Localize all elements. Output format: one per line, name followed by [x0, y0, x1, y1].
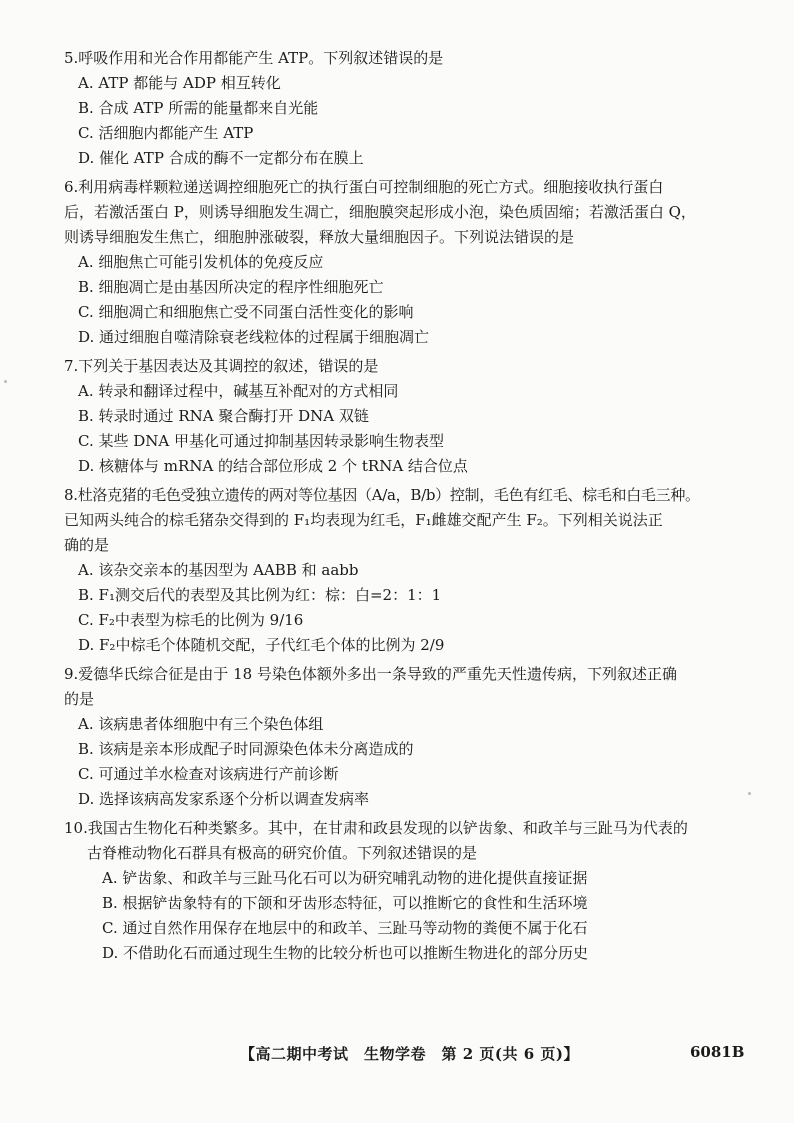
- option-d: D. 选择该病高发家系逐个分析以调查发病率: [78, 790, 370, 808]
- question-6: [64, 175, 744, 350]
- question-7: [64, 354, 744, 479]
- option-d: D. 通过细胞自噬清除衰老线粒体的过程属于细胞凋亡: [78, 328, 430, 346]
- option-b: B. F₁测交后代的表型及其比例为红：棕：白=2：1：1: [78, 586, 442, 604]
- option-d: D. 催化 ATP 合成的酶不一定都分布在膜上: [78, 149, 364, 167]
- option-b: B. 转录时通过 RNA 聚合酶打开 DNA 双链: [78, 407, 369, 425]
- question-stem: 9.爱德华氏综合征是由于 18 号染色体额外多出一条导致的严重先天性遗传病，下列叙述正确: [64, 665, 677, 683]
- scan-speck: [4, 380, 7, 383]
- option-a: A. 该病患者体细胞中有三个染色体组: [78, 715, 324, 733]
- question-list: [64, 46, 744, 966]
- option-a: A. 细胞焦亡可能引发机体的免疫反应: [78, 253, 324, 271]
- option-d: D. 不借助化石而通过现生生物的比较分析也可以推断生物进化的部分历史: [102, 944, 589, 962]
- option-d: D. F₂中棕毛个体随机交配，子代红毛个体的比例为 2/9: [78, 636, 445, 654]
- question-stem: 10.我国古生物化石种类繁多。其中，在甘肃和政县发现的以铲齿象、和政羊与三趾马为代表的: [64, 819, 688, 837]
- option-a: A. 该杂交亲本的基因型为 AABB 和 aabb: [78, 561, 359, 579]
- question-stem-line: 古脊椎动物化石群具有极高的研究价值。下列叙述错误的是: [87, 844, 478, 862]
- option-b: B. 细胞凋亡是由基因所决定的程序性细胞死亡: [78, 278, 384, 296]
- question-stem-line: 已知两头纯合的棕毛猪杂交得到的 F₁均表现为红毛，F₁雌雄交配产生 F₂。下列相关说法正: [64, 511, 663, 529]
- option-c: C. 细胞凋亡和细胞焦亡受不同蛋白活性变化的影响: [78, 303, 414, 321]
- option-b: B. 该病是亲本形成配子时同源染色体未分离造成的: [78, 740, 414, 758]
- option-c: C. F₂中表型为棕毛的比例为 9/16: [78, 611, 304, 629]
- question-5: [64, 46, 744, 171]
- question-8: [64, 483, 744, 658]
- footer-paper-code: 6081B: [690, 1043, 745, 1061]
- question-stem-line: 则诱导细胞发生焦亡，细胞肿涨破裂，释放大量细胞因子。下列说法错误的是: [64, 228, 575, 246]
- question-10: [64, 816, 744, 966]
- question-stem: 6.利用病毒样颗粒递送调控细胞死亡的执行蛋白可控制细胞的死亡方式。细胞接收执行蛋白: [64, 178, 664, 196]
- option-c: C. 某些 DNA 甲基化可通过抑制基因转录影响生物表型: [78, 432, 445, 450]
- scan-speck: [748, 792, 751, 795]
- question-9: [64, 662, 744, 812]
- question-stem: 8.杜洛克猪的毛色受独立遗传的两对等位基因（A/a，B/b）控制，毛色有红毛、棕毛和白毛三种。: [64, 486, 700, 504]
- question-stem: 7.下列关于基因表达及其调控的叙述，错误的是: [64, 357, 379, 375]
- option-b: B. 合成 ATP 所需的能量都来自光能: [78, 99, 319, 117]
- option-a: A. 转录和翻译过程中，碱基互补配对的方式相同: [78, 382, 399, 400]
- option-d: D. 核糖体与 mRNA 的结合部位形成 2 个 tRNA 结合位点: [78, 457, 468, 475]
- option-a: A. ATP 都能与 ADP 相互转化: [78, 74, 281, 92]
- option-c: C. 通过自然作用保存在地层中的和政羊、三趾马等动物的粪便不属于化石: [102, 919, 588, 937]
- option-a: A. 铲齿象、和政羊与三趾马化石可以为研究哺乳动物的进化提供直接证据: [102, 869, 588, 887]
- question-stem-line: 后，若激活蛋白 P，则诱导细胞发生凋亡，细胞膜突起形成小泡，染色质固缩；若激活蛋白 Q，: [64, 203, 696, 221]
- option-b: B. 根据铲齿象特有的下颌和牙齿形态特征，可以推断它的食性和生活环境: [102, 894, 588, 912]
- option-c: C. 活细胞内都能产生 ATP: [78, 124, 254, 142]
- question-stem-line: 确的是: [64, 536, 110, 554]
- footer-exam-info: 【高二期中考试 生物学卷 第 2 页(共 6 页)】: [240, 1045, 579, 1063]
- question-stem-line: 的是: [64, 690, 95, 708]
- option-c: C. 可通过羊水检查对该病进行产前诊断: [78, 765, 339, 783]
- question-stem: 5.呼吸作用和光合作用都能产生 ATP。下列叙述错误的是: [64, 49, 444, 67]
